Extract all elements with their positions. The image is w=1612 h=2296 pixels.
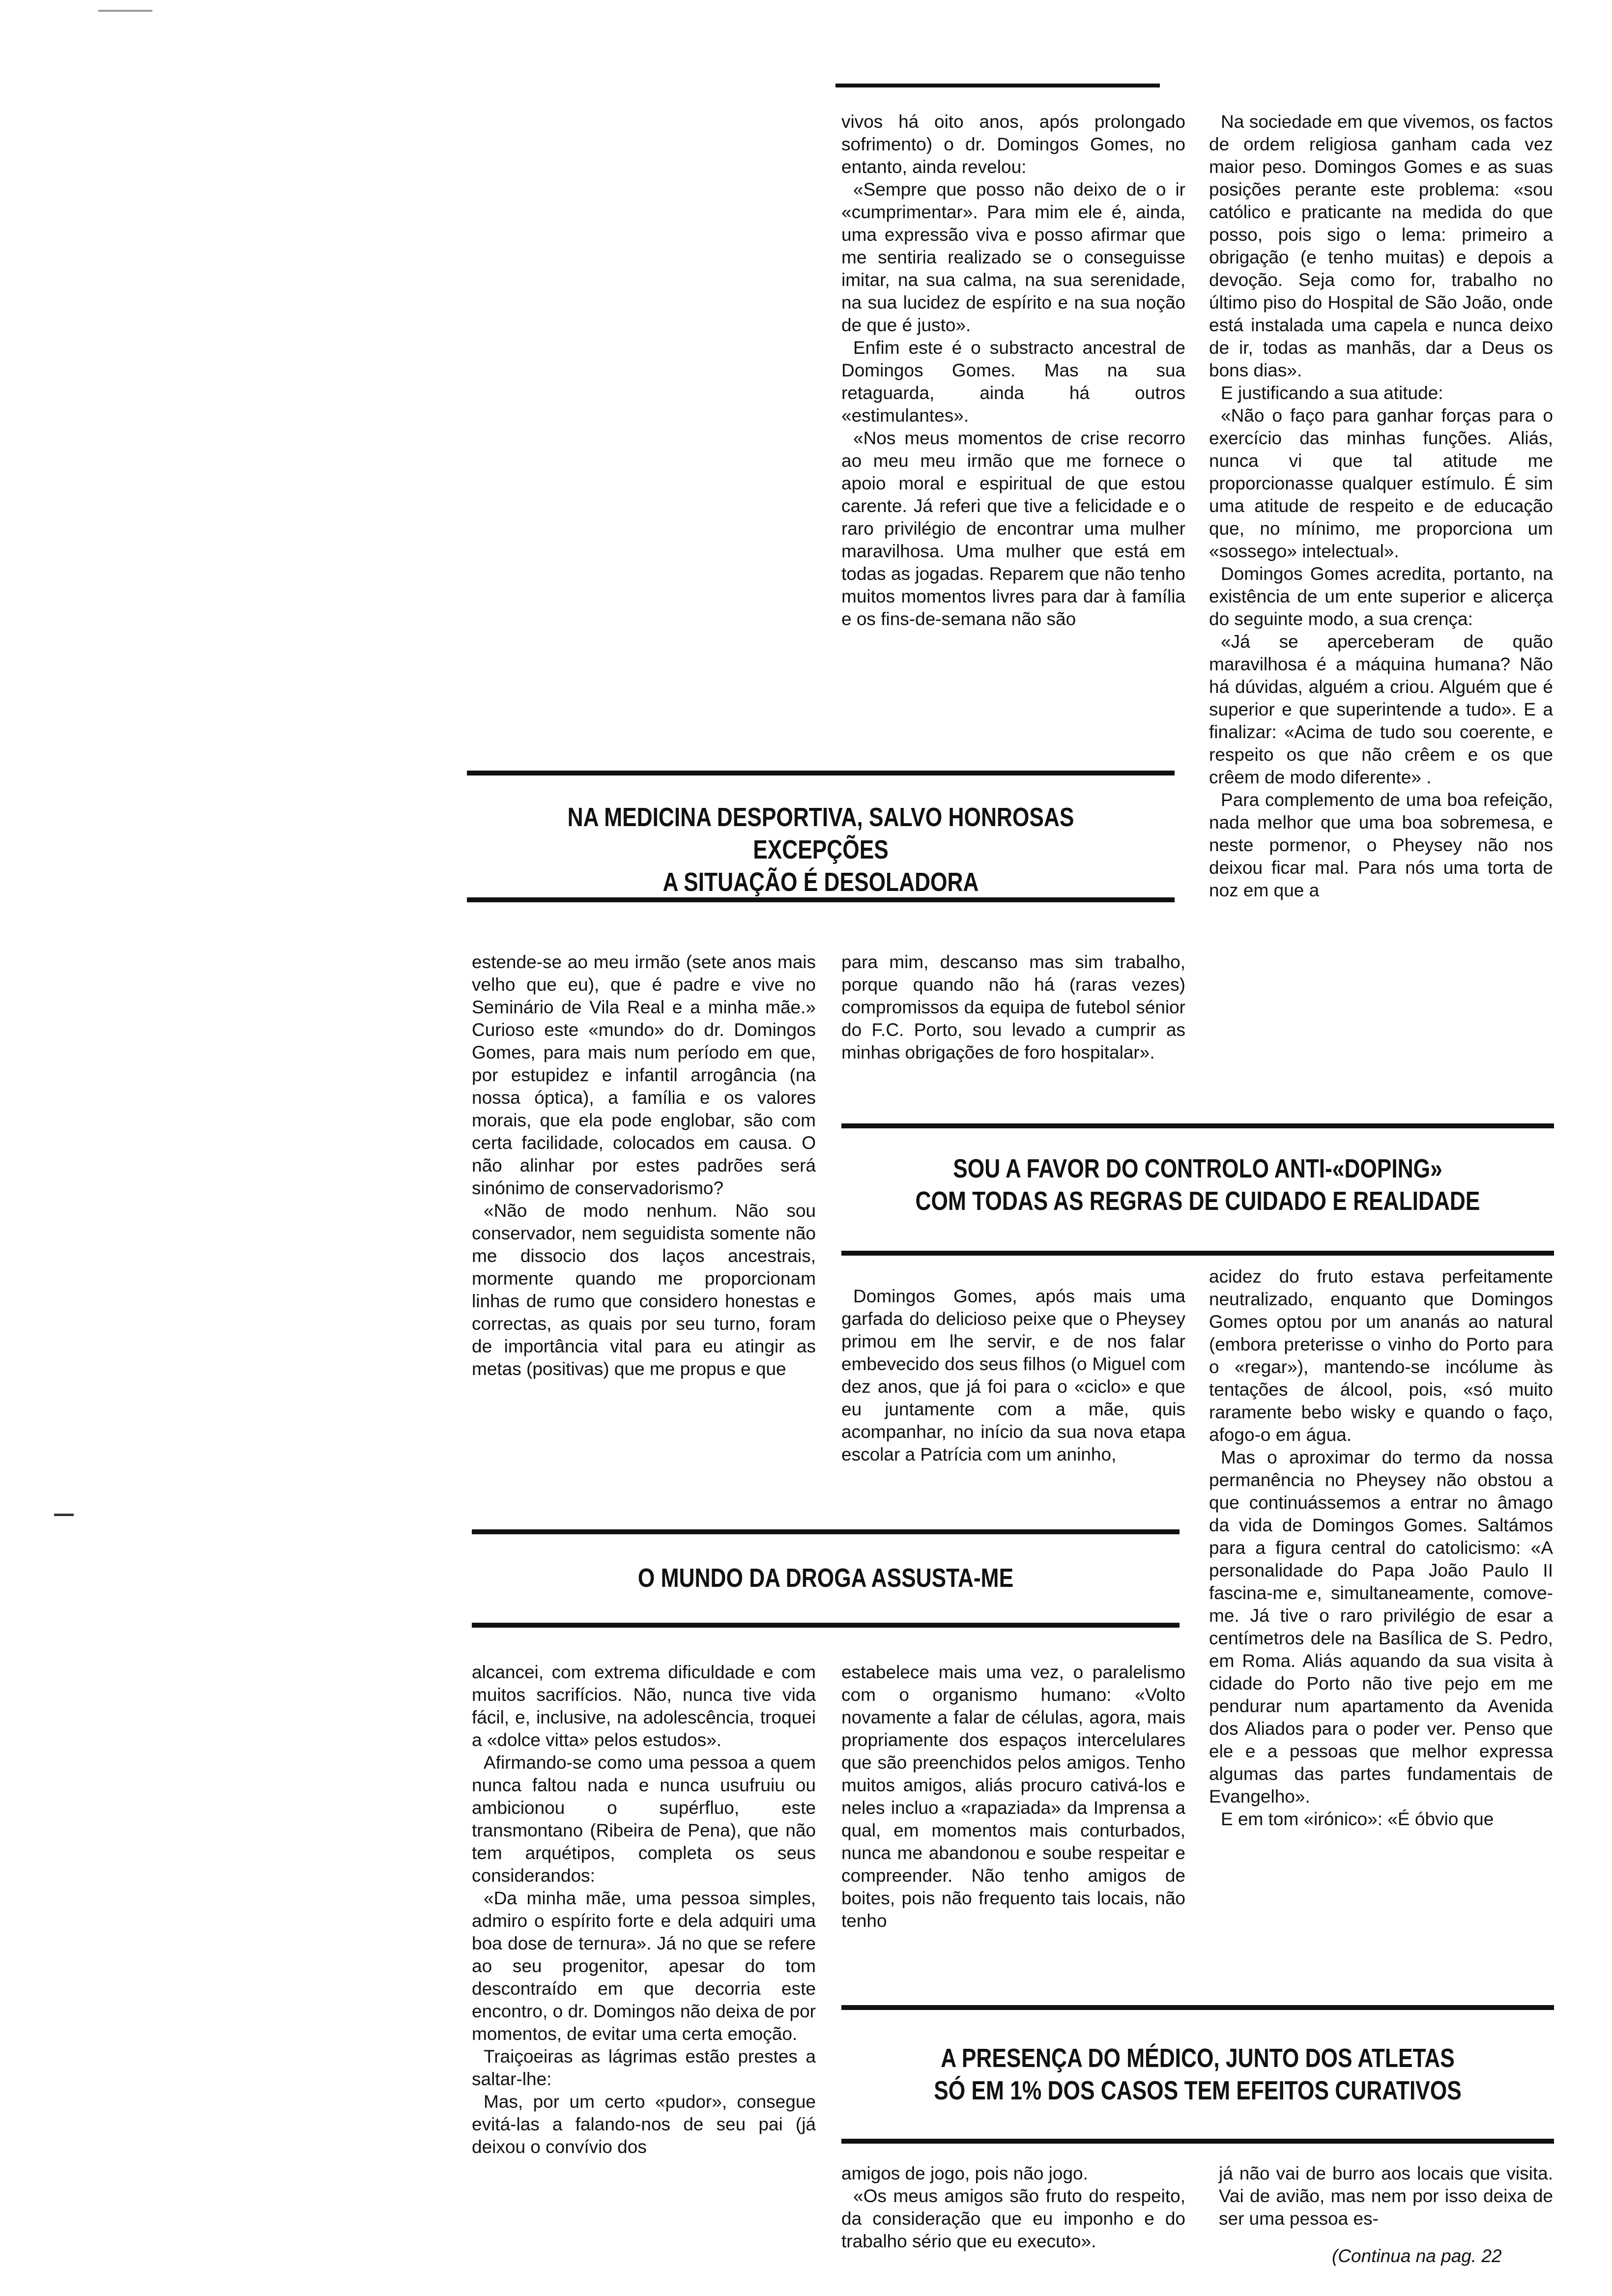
paragraph: Enfim este é o substracto ancestral de Domingos Gomes. Mas na sua retaguarda, ainda há outros «estimulantes». (841, 338, 1185, 426)
scan-mark (98, 10, 152, 12)
column-sec5-middle (841, 2162, 1185, 2253)
paragraph: «Sempre que posso não deixo de o ir «cumprimentar». Para mim ele é, ainda, uma expressão viva e posso afirmar que me sentiria realizado se o conseguisse imitar, na sua calma, na sua serenidade, na sua lucidez de espírito e na sua noção de que é justo». (841, 179, 1185, 335)
paragraph: «Já se aperceberam de quão maravilhosa é a máquina humana? Não há dúvidas, alguém a criou. Alguém que é superior e que superintende a tudo». E a finalizar: «Acima de tudo sou coerente, e respeito os que não crêem e os que crêem de modo diferente» . (1209, 631, 1553, 787)
headline-rule-bottom (841, 2139, 1554, 2144)
paragraph: «Da minha mãe, uma pessoa simples, admiro o espírito forte e dela adquiri uma boa dose de ternura». Já no que se refere ao seu progenitor, apesar do tom descontraído em que decorria este encontro, o dr. Domingos não deixa de por momentos, de evitar uma certa emoção. (472, 1888, 816, 2044)
headline-anti-doping: SOU A FAVOR DO CONTROLO ANTI-«DOPING» COM TODAS AS REGRAS DE CUIDADO E REALIDADE (915, 1154, 1480, 1216)
column-sec2-middle (841, 951, 1185, 1064)
paragraph: Na sociedade em que vivemos, os factos de ordem religiosa ganham cada vez maior peso. Domingos Gomes e as suas posições perante este problema: «sou católico e praticante na medida do que posso, pois sigo o lema: primeiro a obrigação (e tenho muitas) e depois a devoção. Seja como for, trabalho no último piso do Hospital de São João, onde está instalada uma capela e nunca deixo de ir, todas as manhãs, dar a Deus os bons dias». (1209, 112, 1553, 380)
column-right-top (1209, 111, 1553, 902)
headline-rule-bottom (841, 1251, 1554, 1256)
headline-medicina-desportiva: NA MEDICINA DESPORTIVA, SALVO HONROSAS EXCEPÇÕES A SITUAÇÃO É DESOLADORA (567, 803, 1074, 897)
paragraph: estende-se ao meu irmão (sete anos mais velho que eu), que é padre e vive no Seminário de Vila Real e a minha mãe.» Curioso este «mundo» do dr. Domingos Gomes, para mais num período em que, por estupidez e infantil arrogância (na nossa óptica), a família e os valores morais, que ela pode englobar, são com certa facilidade, colocados em causa. O não alinhar por estes padrões será sinónimo de conservadorismo? (472, 952, 816, 1198)
paragraph: Afirmando-se como uma pessoa a quem nunca faltou nada e nunca usufruiu ou ambicionou o supérfluo, este transmontano (Ribeira de Pena), que não tem arquétipos, completa os seus considerandos: (472, 1752, 816, 1886)
top-rule (835, 84, 1160, 87)
column-sec5-right (1219, 2162, 1553, 2230)
headline-rule-top (841, 1123, 1554, 1128)
paragraph: Mas o aproximar do termo da nossa permanência no Pheysey não obstou a que continuássemos a entrar no âmago da vida de Domingos Gomes. Saltámos para a figura central do catolicismo: «A personalidade do Papa João Paulo II fascina-me e, simultaneamente, comove-me. Já tive o raro privilégio de esar a centímetros dele na Basílica de S. Pedro, em Roma. Aliás aquando da sua visita à cidade do Porto não tive pejo em me pendurar num apartamento da Avenida dos Aliados para o poder ver. Penso que ele e a pessoas que melhor expressa algumas das partes fundamentais de Evangelho». (1209, 1447, 1553, 1807)
paragraph: Domingos Gomes, após mais uma garfada do delicioso peixe que o Pheysey primou em lhe servir, e de nos falar embevecido dos seus filhos (o Miguel com dez anos, que já foi para o «ciclo» e que eu juntamente com a mãe, quis acompanhar, no início da sua nova etapa escolar a Patrícia com um aninho, (841, 1286, 1185, 1464)
paragraph: acidez do fruto estava perfeitamente neutralizado, enquanto que Domingos Gomes optou por um ananás ao natural (embora preterisse o vinho do Porto para o «regar»), mantendo-se incólume às tentações de álcool, pois, «só muito raramente bebo wisky e quando o faço, afogo-o em água. (1209, 1266, 1553, 1445)
paragraph: já não vai de burro aos locais que visita. Vai de avião, mas nem por isso deixa de ser uma pessoa es- (1219, 2163, 1553, 2229)
column-top-middle (841, 111, 1185, 631)
column-sec3-right (1209, 1265, 1553, 1831)
headline-rule-top (841, 2005, 1554, 2010)
paragraph: «Os meus amigos são fruto do respeito, da consideração que eu imponho e do trabalho sério que eu executo». (841, 2186, 1185, 2251)
headline-mundo-da-droga: O MUNDO DA DROGA ASSUSTA-ME (637, 1563, 1014, 1593)
paragraph: alcancei, com extrema dificuldade e com muitos sacrifícios. Não, nunca tive vida fácil, e, inclusive, na adolescência, troquei a «dolce vitta» pelos estudos». (472, 1662, 816, 1750)
paragraph: Para complemento de uma boa refeição, nada melhor que uma boa sobremesa, e neste pormenor, o Pheysey não nos deixou ficar mal. Para nós uma torta de noz em que a (1209, 790, 1553, 900)
headline-rule-top (472, 1529, 1180, 1534)
headline-presenca-do-medico: A PRESENÇA DO MÉDICO, JUNTO DOS ATLETAS SÓ EM 1% DOS CASOS TEM EFEITOS CURATIVOS (934, 2043, 1462, 2105)
paragraph: Traiçoeiras as lágrimas estão prestes a saltar-lhe: (472, 2046, 816, 2089)
column-sec4-left (472, 1661, 816, 2158)
paragraph: vivos há oito anos, após prolongado sofrimento) o dr. Domingos Gomes, no entanto, ainda revelou: (841, 112, 1185, 177)
scan-mark (54, 1514, 74, 1516)
headline-rule-bottom (472, 1623, 1180, 1628)
paragraph: Mas, por um certo «pudor», consegue evitá-las a falando-nos de seu pai (já deixou o convívio dos (472, 2092, 816, 2157)
column-sec3-middle (841, 1285, 1185, 1466)
headline-rule-top (467, 771, 1175, 775)
column-sec4-middle (841, 1661, 1185, 1932)
paragraph: E justificando a sua atitude: (1221, 383, 1443, 403)
paragraph: E em tom «irónico»: «É óbvio que (1221, 1809, 1494, 1829)
paragraph: «Não de modo nenhum. Não sou conservador, nem seguidista somente não me dissocio dos laços ancestrais, mormente quando me proporcionam linhas de rumo que considero honestas e correctas, as quais por seu turno, foram de importância vital para eu atingir as metas (positivas) que me propus e que (472, 1201, 816, 1379)
paragraph: para mim, descanso mas sim trabalho, porque quando não há (raras vezes) compromissos da equipa de futebol sénior do F.C. Porto, sou levado a cumprir as minhas obrigações de foro hospitalar». (841, 952, 1185, 1062)
paragraph: Domingos Gomes acredita, portanto, na existência de um ente superior e alicerça do seguinte modo, a sua crença: (1209, 564, 1553, 629)
paragraph: amigos de jogo, pois não jogo. (841, 2163, 1088, 2183)
continuation-note: (Continua na pag. 22 (1332, 2246, 1502, 2266)
headline-rule-bottom (467, 897, 1175, 902)
paragraph: «Nos meus momentos de crise recorro ao meu meu irmão que me fornece o apoio moral e espiritual de que estou carente. Já referi que tive a felicidade e o raro privilégio de encontrar uma mulher maravilhosa. Uma mulher que está em todas as jogadas. Reparem que não tenho muitos momentos livres para dar à família e os fins-de-semana não são (841, 428, 1185, 629)
paragraph: estabelece mais uma vez, o paralelismo com o organismo humano: «Volto novamente a falar de células, agora, mais propriamente dos espaços intercelulares que são preenchidos pelos amigos. Tenho muitos amigos, aliás procuro cativá-los e neles incluo a «rapaziada» da Imprensa a qual, em momentos mais conturbados, nunca me abandonou e soube respeitar e compreender. Não tenho amigos de boites, pois não frequento tais locais, não tenho (841, 1662, 1185, 1931)
column-sec2-left (472, 951, 816, 1380)
paragraph: «Não o faço para ganhar forças para o exercício das minhas funções. Aliás, nunca vi que tal atitude me proporcionasse qualquer estímulo. É sim uma atitude de respeito e de educação que, no mínimo, me proporciona um «sossego» intelectual». (1209, 405, 1553, 561)
